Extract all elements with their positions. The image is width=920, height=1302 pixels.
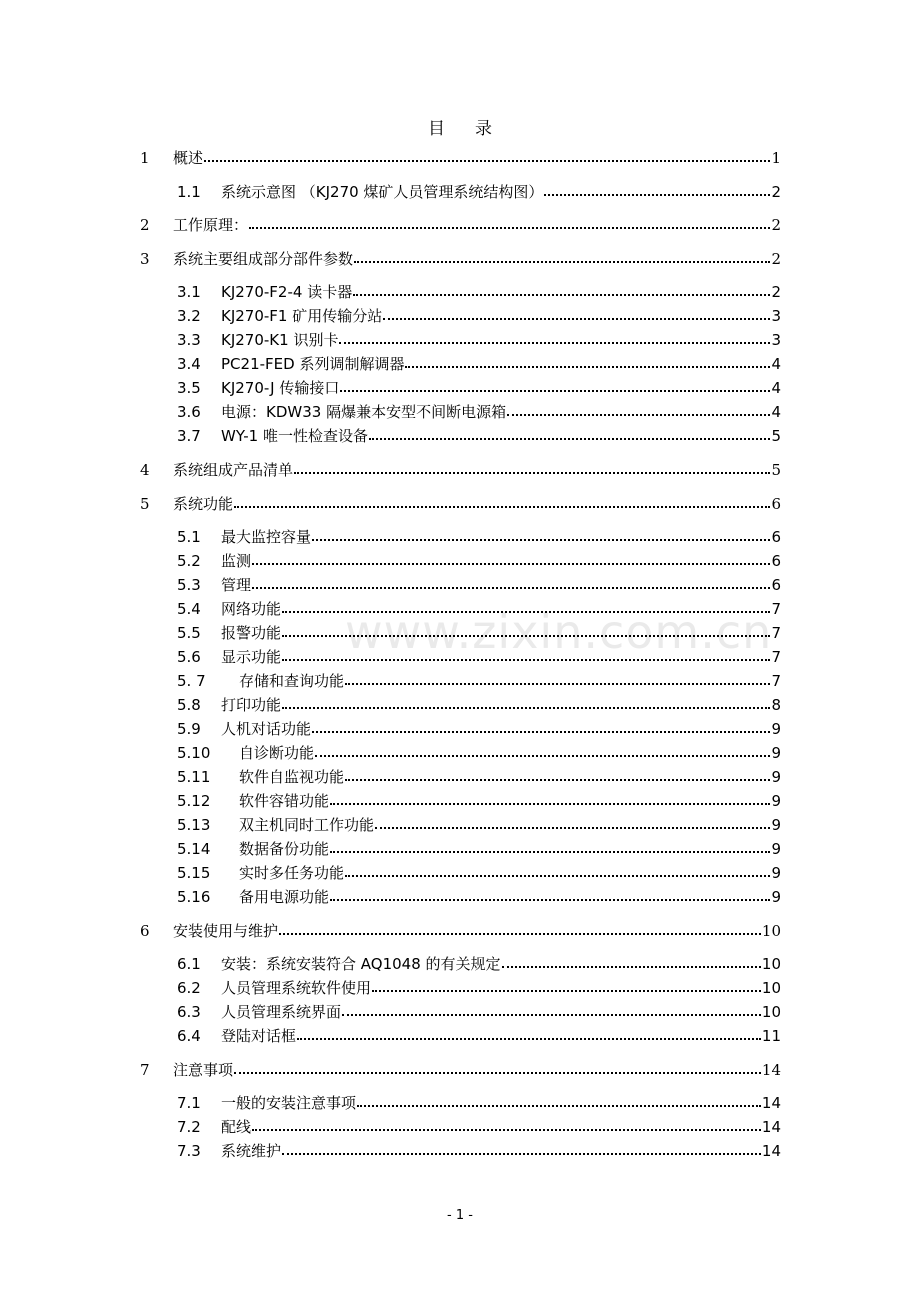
toc-entry <box>140 248 781 269</box>
toc-entry-number: 5 <box>140 495 150 513</box>
toc-entry-page: 10 <box>761 979 781 997</box>
toc-entry-page: 9 <box>771 720 781 738</box>
toc-entry-title: KJ270-F1 矿用传输分站 <box>221 307 383 325</box>
toc-entry-title: KJ270-K1 识别卡 <box>221 331 339 349</box>
toc-entry-title: 人员管理系统软件使用 <box>221 979 372 997</box>
toc-entry-number: 7.3 <box>177 1142 201 1160</box>
toc-entry-page: 9 <box>771 840 781 858</box>
toc-entry-number: 7 <box>140 1061 150 1079</box>
toc-entry-title: PC21-FED 系列调制解调器 <box>221 355 405 373</box>
leader-dots <box>330 899 770 901</box>
toc-entry <box>177 1116 781 1137</box>
toc-entry-page: 2 <box>771 216 781 234</box>
toc-entry-page: 7 <box>771 624 781 642</box>
leader-dots <box>282 707 770 709</box>
toc-entry-number: 3.1 <box>177 283 201 301</box>
toc-entry-title: 监测 <box>221 552 252 570</box>
toc-entry <box>177 977 781 998</box>
leader-dots <box>234 506 770 508</box>
toc-entry <box>177 353 781 374</box>
toc-entry <box>177 718 781 739</box>
toc-entry <box>177 305 781 326</box>
toc-entry <box>177 1092 781 1113</box>
toc-entry <box>177 550 781 571</box>
toc-entry-title: 自诊断功能 <box>239 744 315 762</box>
watermark: www.zixin.com.cn <box>345 605 773 659</box>
toc-entry-number: 2 <box>140 216 150 234</box>
toc-entry-title: 系统示意图 （KJ270 煤矿人员管理系统结构图） <box>221 183 544 201</box>
toc-entry-number: 5. 7 <box>177 672 206 690</box>
leader-dots <box>340 390 770 392</box>
toc-entry <box>177 1025 781 1046</box>
toc-entry-title: 登陆对话框 <box>221 1027 297 1045</box>
toc-entry-number: 3.7 <box>177 427 201 445</box>
toc-entry-number: 7.1 <box>177 1094 201 1112</box>
toc-entry-page: 14 <box>761 1118 781 1136</box>
toc-entry <box>177 401 781 422</box>
toc-entry <box>177 329 781 350</box>
toc-entry-page: 11 <box>761 1027 781 1045</box>
toc-entry-number: 4 <box>140 461 150 479</box>
toc-entry-title: 双主机同时工作功能 <box>239 816 375 834</box>
toc-entry <box>177 646 781 667</box>
toc-entry-page: 8 <box>771 696 781 714</box>
toc-entry-number: 6 <box>140 922 150 940</box>
toc-entry-title: 系统功能 <box>173 495 234 513</box>
toc-entry-page: 7 <box>771 672 781 690</box>
toc-entry <box>177 425 781 446</box>
toc-entry-number: 1 <box>140 149 150 167</box>
toc-entry-page: 10 <box>761 1003 781 1021</box>
leader-dots <box>282 659 770 661</box>
leader-dots <box>383 318 770 320</box>
toc-entry-number: 1.1 <box>177 183 201 201</box>
toc-entry-number: 5.3 <box>177 576 201 594</box>
leader-dots <box>279 933 761 935</box>
leader-dots <box>345 779 770 781</box>
toc-entry <box>177 766 781 787</box>
toc-entry-title: 打印功能 <box>221 696 282 714</box>
toc-entry-number: 5.15 <box>177 864 211 882</box>
toc-entry-title: 系统组成产品清单 <box>173 461 294 479</box>
toc-entry-title: 显示功能 <box>221 648 282 666</box>
toc-entry-page: 14 <box>761 1061 781 1079</box>
toc-entry-page: 6 <box>771 576 781 594</box>
toc-entry-number: 5.2 <box>177 552 201 570</box>
toc-entry-title: WY-1 唯一性检查设备 <box>221 427 368 445</box>
toc-entry <box>140 459 781 480</box>
toc-entry-page: 5 <box>771 427 781 445</box>
toc-entry <box>177 670 781 691</box>
toc-entry-number: 6.4 <box>177 1027 201 1045</box>
toc-entry-title: 配线 <box>221 1118 252 1136</box>
toc-entry-number: 5.6 <box>177 648 201 666</box>
toc-entry-number: 7.2 <box>177 1118 201 1136</box>
toc-entry-page: 5 <box>771 461 781 479</box>
toc-entry-title: 软件容错功能 <box>239 792 330 810</box>
leader-dots <box>252 563 770 565</box>
toc-entry-page: 9 <box>771 864 781 882</box>
toc-entry-page: 10 <box>761 922 781 940</box>
leader-dots <box>294 472 770 474</box>
toc-entry-page: 9 <box>771 816 781 834</box>
toc-entry-title: 软件自监视功能 <box>239 768 345 786</box>
leader-dots <box>339 342 770 344</box>
toc-entry <box>140 214 781 235</box>
toc-entry <box>177 181 781 202</box>
toc-entry-title: 备用电源功能 <box>239 888 330 906</box>
toc-entry-page: 4 <box>771 355 781 373</box>
toc-entry <box>140 1059 781 1080</box>
leader-dots <box>249 227 770 229</box>
leader-dots <box>252 587 770 589</box>
toc-entry-number: 5.12 <box>177 792 211 810</box>
toc-entry-page: 10 <box>761 955 781 973</box>
toc-entry-title: 人机对话功能 <box>221 720 312 738</box>
leader-dots <box>345 875 770 877</box>
toc-entry-number: 5.10 <box>177 744 211 762</box>
leader-dots <box>330 851 770 853</box>
leader-dots <box>252 1129 761 1131</box>
toc-entry <box>140 147 781 168</box>
page-number: - 1 - <box>447 1208 473 1223</box>
toc-entry-page: 6 <box>771 528 781 546</box>
leader-dots <box>369 438 771 440</box>
toc-entry <box>140 920 781 941</box>
toc-entry-page: 4 <box>771 403 781 421</box>
toc-entry-page: 9 <box>771 888 781 906</box>
toc-entry <box>177 526 781 547</box>
toc-entry-title: 最大监控容量 <box>221 528 312 546</box>
toc-entry-title: 电源：KDW33 隔爆兼本安型不间断电源箱 <box>221 403 507 421</box>
toc-entry <box>177 281 781 302</box>
toc-entry-number: 5.9 <box>177 720 201 738</box>
toc-entry-title: 数据备份功能 <box>239 840 330 858</box>
toc-entry <box>140 493 781 514</box>
toc-entry-number: 3.6 <box>177 403 201 421</box>
leader-dots <box>357 1105 761 1107</box>
toc-entry-number: 5.11 <box>177 768 211 786</box>
toc-entry <box>177 694 781 715</box>
leader-dots <box>342 1014 761 1016</box>
toc-entry <box>177 953 781 974</box>
toc-entry-number: 5.13 <box>177 816 211 834</box>
toc-entry-page: 7 <box>771 600 781 618</box>
toc-entry-number: 6.1 <box>177 955 201 973</box>
leader-dots <box>502 966 761 968</box>
toc-entry-title: 概述 <box>173 149 204 167</box>
toc-entry-page: 4 <box>771 379 781 397</box>
leader-dots <box>375 827 770 829</box>
toc-entry-page: 2 <box>771 283 781 301</box>
toc-entry-title: 管理 <box>221 576 252 594</box>
toc-entry <box>177 1001 781 1022</box>
toc-entry-title: 系统维护 <box>221 1142 282 1160</box>
toc-entry-number: 6.3 <box>177 1003 201 1021</box>
leader-dots <box>353 294 770 296</box>
toc-entry-number: 3.2 <box>177 307 201 325</box>
toc-entry-page: 6 <box>771 495 781 513</box>
toc-entry <box>177 838 781 859</box>
toc-entry-number: 5.16 <box>177 888 211 906</box>
toc-entry-title: 实时多任务功能 <box>239 864 345 882</box>
toc-entry-page: 1 <box>771 149 781 167</box>
toc-entry-number: 6.2 <box>177 979 201 997</box>
leader-dots <box>315 755 770 757</box>
toc-entry-number: 3 <box>140 250 150 268</box>
toc-entry-title: 人员管理系统界面 <box>221 1003 342 1021</box>
leader-dots <box>405 366 770 368</box>
toc-entry-title: KJ270-F2-4 读卡器 <box>221 283 353 301</box>
leader-dots <box>330 803 770 805</box>
toc-entry-title: 系统主要组成部分部件参数 <box>173 250 354 268</box>
toc-entry-page: 14 <box>761 1142 781 1160</box>
toc-entry-page: 2 <box>771 183 781 201</box>
toc-entry <box>177 574 781 595</box>
toc-entry-title: KJ270-J 传输接口 <box>221 379 340 397</box>
toc-entry <box>177 886 781 907</box>
leader-dots <box>282 611 770 613</box>
toc-entry-page: 7 <box>771 648 781 666</box>
toc-entry <box>177 790 781 811</box>
leader-dots <box>354 261 770 263</box>
toc-entry-number: 5.1 <box>177 528 201 546</box>
toc-entry <box>177 1140 781 1161</box>
leader-dots <box>312 539 770 541</box>
toc-entry <box>177 598 781 619</box>
toc-entry-page: 9 <box>771 744 781 762</box>
toc-entry-title: 一般的安装注意事项 <box>221 1094 357 1112</box>
toc-entry-page: 2 <box>771 250 781 268</box>
toc-entry-page: 14 <box>761 1094 781 1112</box>
toc-entry-number: 5.5 <box>177 624 201 642</box>
leader-dots <box>297 1038 761 1040</box>
toc-entry <box>177 814 781 835</box>
toc-entry-number: 5.14 <box>177 840 211 858</box>
toc-entry-number: 3.5 <box>177 379 201 397</box>
leader-dots <box>282 635 770 637</box>
toc-entry-number: 3.4 <box>177 355 201 373</box>
toc-entry-page: 3 <box>771 331 781 349</box>
toc-entry-number: 5.4 <box>177 600 201 618</box>
toc-entry-number: 5.8 <box>177 696 201 714</box>
toc-entry-title: 存储和查询功能 <box>239 672 345 690</box>
toc-entry <box>177 377 781 398</box>
toc-entry-title: 网络功能 <box>221 600 282 618</box>
toc-entry-title: 安装：系统安装符合 AQ1048 的有关规定 <box>221 955 501 973</box>
toc-entry-number: 3.3 <box>177 331 201 349</box>
leader-dots <box>282 1153 761 1155</box>
toc-title: 目录 <box>428 119 522 139</box>
toc-entry <box>177 742 781 763</box>
leader-dots <box>345 683 770 685</box>
toc-entry <box>177 622 781 643</box>
toc-entry-page: 6 <box>771 552 781 570</box>
toc-entry-title: 工作原理： <box>173 216 249 234</box>
leader-dots <box>544 194 770 196</box>
toc-entry-page: 9 <box>771 768 781 786</box>
toc-entry <box>177 862 781 883</box>
leader-dots <box>372 990 761 992</box>
leader-dots <box>312 731 770 733</box>
toc-entry-page: 9 <box>771 792 781 810</box>
leader-dots <box>507 414 770 416</box>
toc-entry-title: 安装使用与维护 <box>173 922 279 940</box>
toc-entry-title: 报警功能 <box>221 624 282 642</box>
toc-entry-title: 注意事项 <box>173 1061 234 1079</box>
toc-entry-page: 3 <box>771 307 781 325</box>
leader-dots <box>234 1072 761 1074</box>
leader-dots <box>204 160 770 162</box>
